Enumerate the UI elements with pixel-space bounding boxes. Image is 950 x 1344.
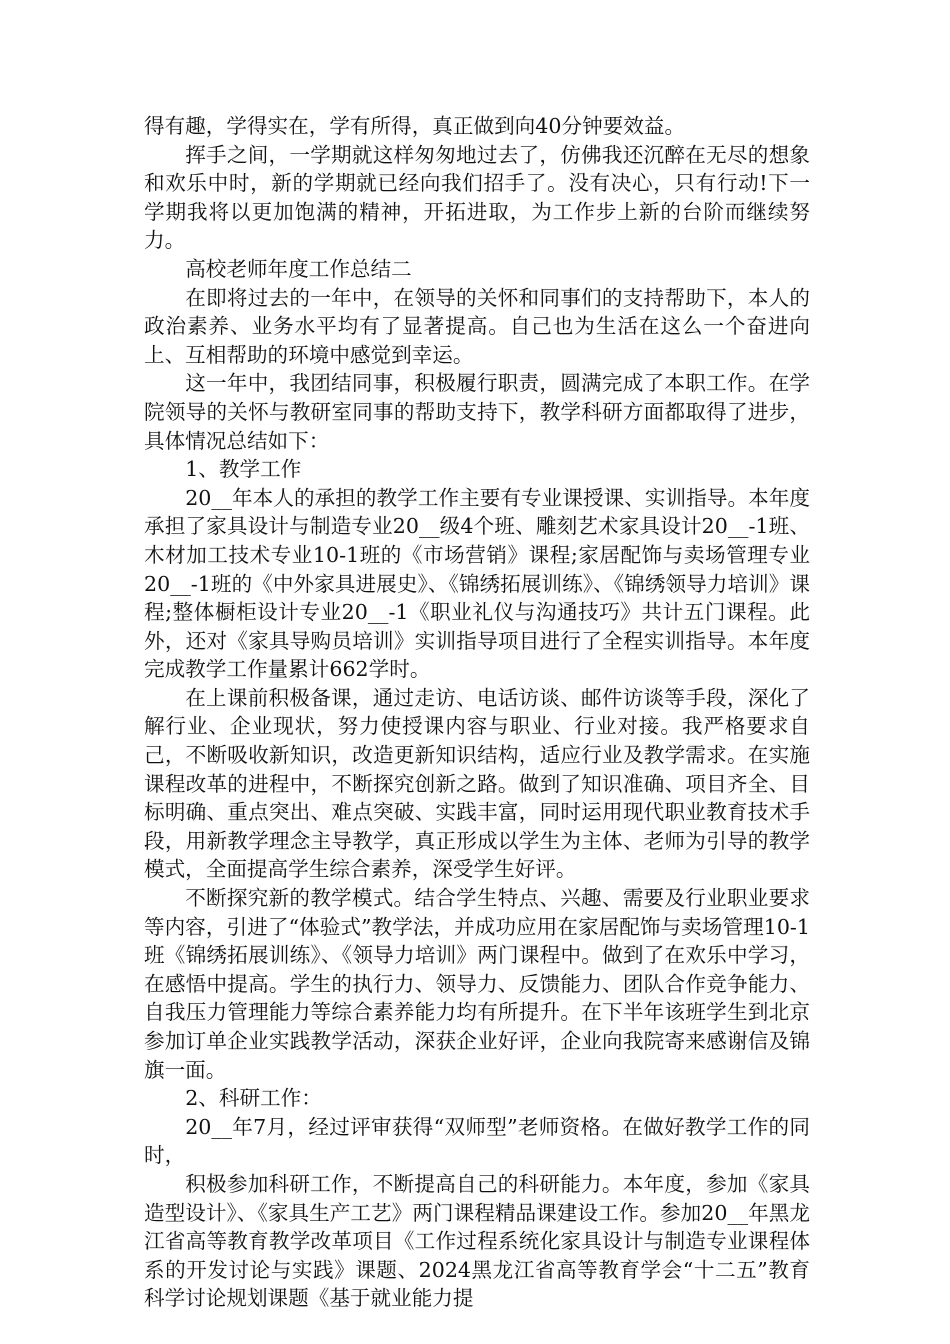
paragraph-continuation: 得有趣，学得实在，学有所得，真正做到向40分钟要效益。 <box>144 114 686 138</box>
paragraph-intro: 在即将过去的一年中，在领导的关怀和同事们的支持帮助下，本人的政治素养、业务水平均有了显著提高。自己也为生活在这么一个奋进向上、互相帮助的环境中感觉到幸运。 <box>144 285 810 367</box>
paragraph-qualification: 20__年7月，经过评审获得“双师型”老师资格。在做好教学工作的同时， <box>144 1114 810 1168</box>
section-title: 高校老师年度工作总结二 <box>185 256 412 281</box>
paragraph-teaching-mode: 不断探究新的教学模式。结合学生特点、兴趣、需要及行业职业要求等内容，引进了“体验式”教学法，并成功应用在家居配饰与卖场管理10-1班《锦绣拓展训练》、《领导力培训》两门课程中。做到了在欢乐中学习，在感悟中提高。学生的执行力、领导力、反馈能力、团队合作竞争能力、自我压力管理能力等综合素养能力均有所提升。在下半年该班学生到北京参加订单企业实践教学活动，深获企业好评，企业向我院寄来感谢信及锦旗一面。 <box>144 886 810 1082</box>
paragraph-lesson-prep: 在上课前积极备课，通过走访、电话访谈、邮件访谈等手段，深化了解行业、企业现状，努力使授课内容与职业、行业对接。我严格要求自己，不断吸收新知识，改造更新知识结构，适应行业及教学需求。在实施课程改革的进程中，不断探究创新之路。做到了知识准确、项目齐全、目标明确、重点突出、难点突破、实践丰富，同时运用现代职业教育技术手段，用新教学理念主导教学，真正形成以学生为主体、老师为引导的教学模式，全面提高学生综合素养，深受学生好评。 <box>144 685 810 882</box>
heading-teaching-work: 1、教学工作 <box>185 457 302 482</box>
paragraph-research: 积极参加科研工作，不断提高自己的科研能力。本年度，参加《家具造型设计》、《家具生产工艺》两门课程精品课建设工作。参加20__年黑龙江省高等教育教学改革项目《工作过程系统化家具设计与制造专业课程体系的开发讨论与实践》课题、2024黑龙江省高等教育学会“十二五”教育科学讨论规划课题《基于就业能力提 <box>144 1171 810 1311</box>
paragraph-overview: 这一年中，我团结同事，积极履行职责，圆满完成了本职工作。在学院领导的关怀与教研室同事的帮助支持下，教学科研方面都取得了进步，具体情况总结如下： <box>144 371 810 453</box>
heading-research-work: 2、科研工作： <box>185 1086 322 1111</box>
paragraph-teaching-load: 20__年本人的承担的教学工作主要有专业课授课、实训指导。本年度承担了家具设计与制造专业20__级4个班、雕刻艺术家具设计20__-1班、木材加工技术专业10-1班的《市场营销》课程;家居配饰与卖场管理专业20__-1班的《中外家具进展史》、《锦绣拓展训练》、《锦绣领导力培训》课程;整体橱柜设计专业20__-1《职业礼仪与沟通技巧》共计五门课程。此外，还对《家具导购员培训》实训指导项目进行了全程实训指导。本年度完成教学工作量累计662学时。 <box>144 485 810 682</box>
document-page <box>144 112 810 1313</box>
paragraph-closing: 挥手之间，一学期就这样匆匆地过去了，仿佛我还沉醉在无尽的想象和欢乐中时，新的学期就已经向我们招手了。没有决心，只有行动!下一学期我将以更加饱满的精神，开拓进取，为工作步上新的台阶而继续努力。 <box>144 142 810 253</box>
